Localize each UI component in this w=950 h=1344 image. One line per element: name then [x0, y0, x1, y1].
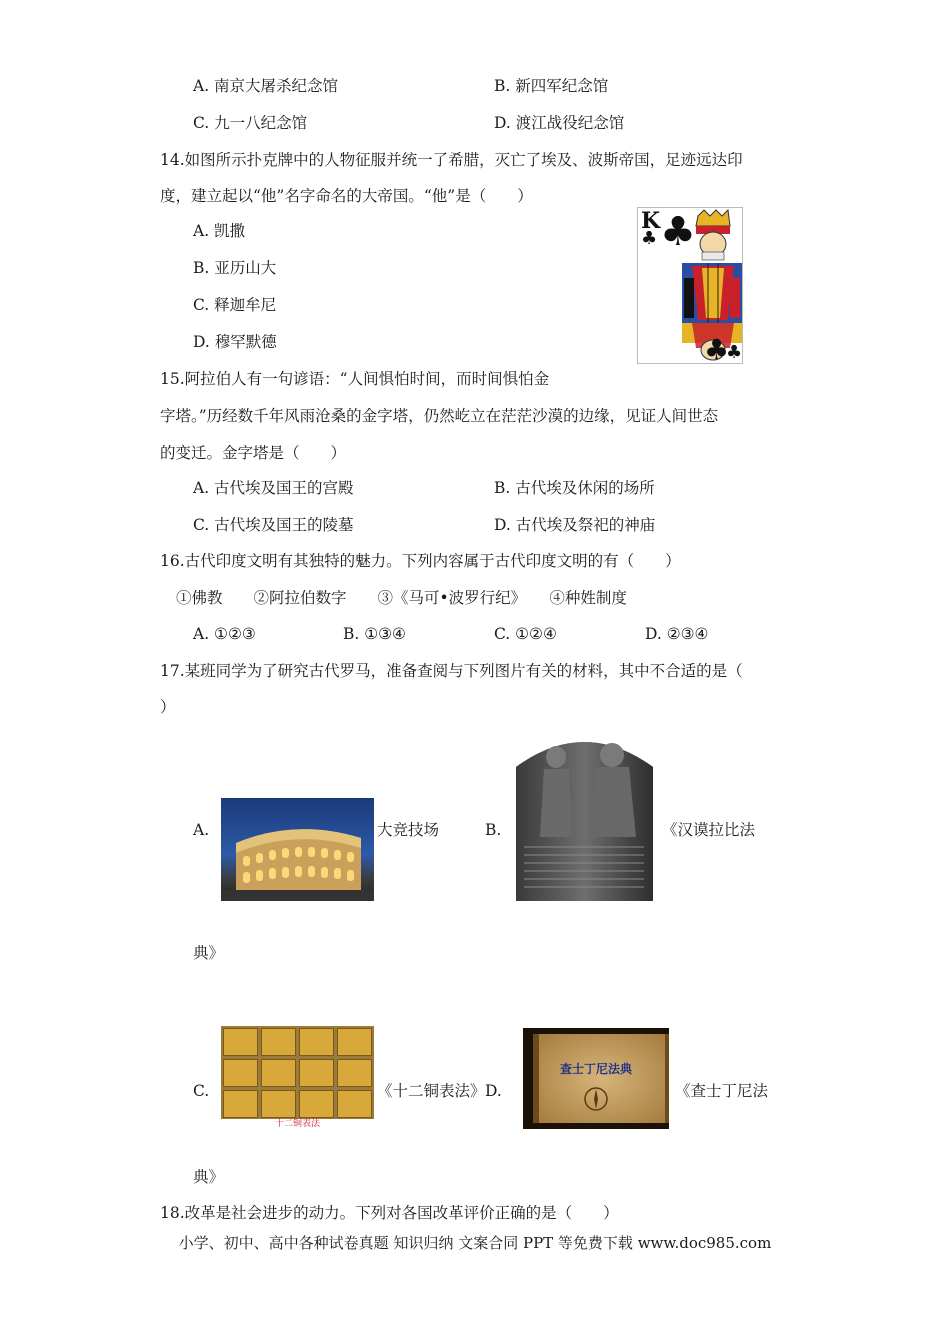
q15-option-b: B. 古代埃及休闲的场所: [494, 479, 655, 497]
q18-stem: 18.改革是社会进步的动力。下列对各国改革评价正确的是（ ）: [160, 1204, 619, 1222]
q15-stem-line2: 字塔。”历经数千年风雨沧桑的金字塔，仍然屹立在茫茫沙漠的边缘，见证人间世态: [160, 407, 719, 425]
stele-illustration: [514, 727, 655, 901]
q14-stem-line2: 度，建立起以“他”名字命名的大帝国。“他”是（ ）: [160, 187, 533, 205]
q15-option-d: D. 古代埃及祭祀的神庙: [494, 516, 656, 534]
justinian-code-scroll-image: [523, 1028, 669, 1129]
q17-option-b-text-wrap: 典》: [193, 944, 225, 962]
q15-option-c: C. 古代埃及国王的陵墓: [193, 516, 354, 534]
twelve-tables-caption: 十二铜表法: [221, 1119, 374, 1130]
q16-option-a: A. ①②③: [193, 625, 256, 643]
card-suit-bottom-small-icon: ♣: [726, 342, 743, 363]
page-footer: 小学、初中、高中各种试卷真题 知识归纳 文案合同 PPT 等免费下载 www.doc985.com: [178, 1234, 772, 1252]
q17-option-d-text-wrap: 典》: [193, 1168, 225, 1186]
q13-option-b: B. 新四军纪念馆: [494, 77, 609, 95]
compass-icon: [583, 1086, 609, 1112]
card-suit-small-icon: ♣: [641, 228, 658, 249]
q16-stem: 16.古代印度文明有其独特的魅力。下列内容属于古代印度文明的有（ ）: [160, 552, 681, 570]
q13-option-a: A. 南京大屠杀纪念馆: [193, 77, 339, 95]
q16-option-c: C. ①②④: [494, 625, 557, 643]
q15-option-a: A. 古代埃及国王的宫殿: [193, 479, 354, 497]
scroll-title: 查士丁尼法典: [559, 1062, 632, 1076]
card-suit-bottom-icon: ♣: [704, 333, 730, 364]
q14-option-a: A. 凯撒: [193, 222, 246, 240]
colosseum-image: [221, 798, 374, 901]
card-rank-top: K: [641, 208, 661, 234]
q17-stem-line1: 17.某班同学为了研究古代罗马，准备查阅与下列图片有关的材料，其中不合适的是（: [160, 662, 743, 680]
q17-option-c-letter: C.: [193, 1082, 210, 1100]
q17-option-b-letter: B.: [485, 821, 502, 839]
king-of-clubs-card-image: [637, 207, 743, 364]
q17-option-d-text: 《查士丁尼法: [675, 1082, 769, 1100]
q14-option-c: C. 释迦牟尼: [193, 296, 277, 314]
q14-option-d: D. 穆罕默德: [193, 333, 277, 351]
q16-option-b: B. ①③④: [343, 625, 406, 643]
q17-option-b-text: 《汉谟拉比法: [662, 821, 756, 839]
q16-option-d: D. ②③④: [645, 625, 709, 643]
q13-option-c: C. 九一八纪念馆: [193, 114, 308, 132]
q17-stem-line2: ）: [160, 698, 176, 716]
q17-option-c-text: 《十二铜表法》: [377, 1082, 486, 1100]
q14-stem-line1: 14.如图所示扑克牌中的人物征服并统一了希腊，灭亡了埃及、波斯帝国，足迹远达印: [160, 151, 743, 169]
q17-option-d-letter: D.: [485, 1082, 502, 1100]
q15-stem-line3: 的变迁。金字塔是（ ）: [160, 444, 347, 462]
card-suit-large-icon: ♣: [660, 209, 696, 255]
colosseum-illustration: [221, 798, 374, 901]
q16-items: ①佛教 ②阿拉伯数字 ③《马可•波罗行纪》 ④种姓制度: [176, 589, 627, 607]
q17-option-a-letter: A.: [193, 821, 210, 839]
hammurabi-stele-image: [514, 727, 655, 901]
q13-option-d: D. 渡江战役纪念馆: [494, 114, 625, 132]
q17-option-a-text: 大竞技场: [377, 821, 440, 839]
twelve-tables-image: [221, 1026, 374, 1130]
q14-option-b: B. 亚历山大: [193, 259, 277, 277]
q15-stem-line1: 15.阿拉伯人有一句谚语：“人间惧怕时间，而时间惧怕金: [160, 370, 550, 388]
